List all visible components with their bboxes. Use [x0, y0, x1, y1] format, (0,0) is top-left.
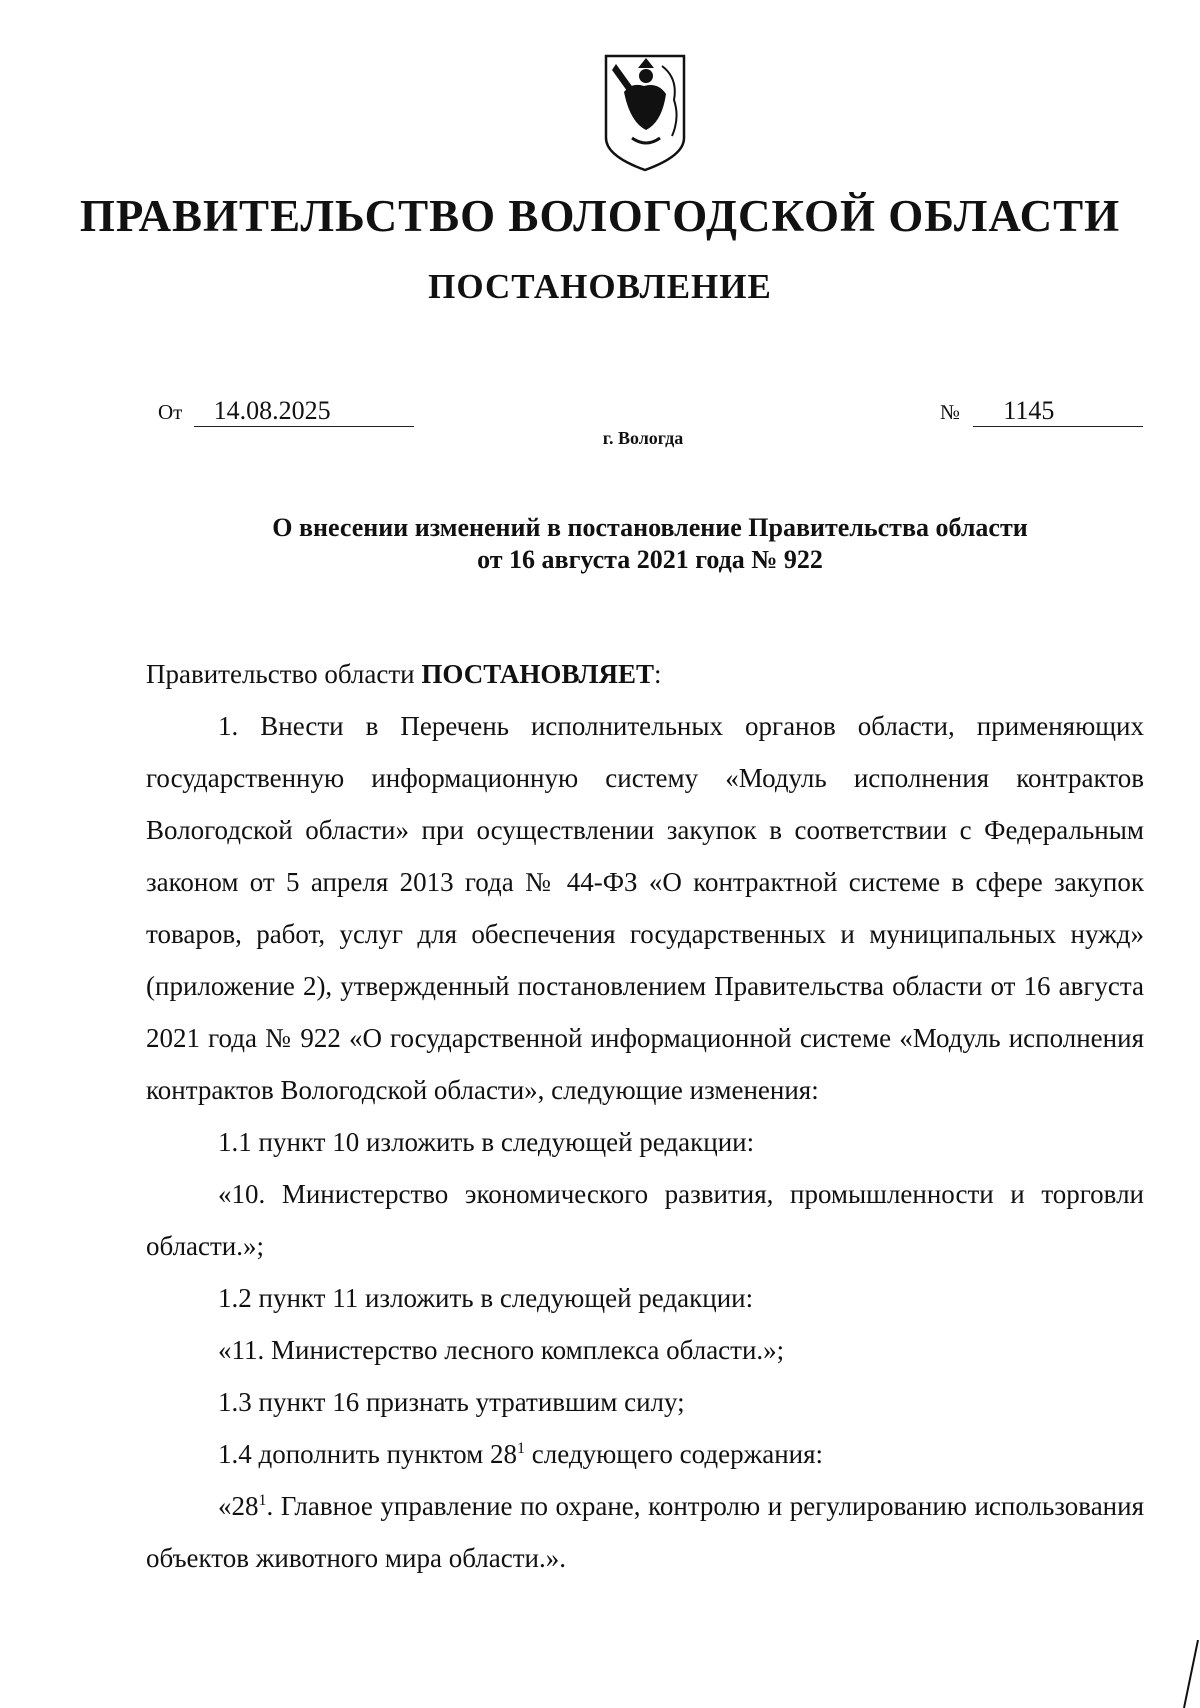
government-name: ПРАВИТЕЛЬСТВО ВОЛОГОДСКОЙ ОБЛАСТИ: [79, 191, 1121, 241]
date-label: От: [158, 400, 183, 424]
p14-text-b: следующего содержания:: [525, 1439, 824, 1469]
paragraph-1-1: 1.1 пункт 10 изложить в следующей редакции:: [218, 1127, 755, 1157]
date-block: [158, 396, 414, 427]
city-label: г. Вологда: [602, 428, 684, 448]
number-label: №: [940, 400, 961, 424]
coat-of-arms-icon: [602, 52, 688, 174]
p14-text-a: 1.4 дополнить пунктом 28: [218, 1439, 517, 1469]
paragraph-1-2: 1.2 пункт 11 изложить в следующей редакции:: [218, 1283, 754, 1313]
number-value: 1145: [973, 396, 1143, 427]
paragraph-1-4: [146, 1428, 1144, 1480]
document-body: [146, 648, 1144, 1584]
paragraph-1-3: 1.3 пункт 16 признать утратившим силу;: [218, 1387, 685, 1417]
document-type: ПОСТАНОВЛЕНИЕ: [428, 267, 772, 306]
document-title: [150, 512, 1150, 576]
title-line-1: О внесении изменений в постановление Правительства области: [272, 513, 1028, 542]
preamble-text: Правительство области: [146, 659, 415, 689]
date-value: 14.08.2025: [194, 396, 414, 427]
paragraph-1-2-text: «11. Министерство лесного комплекса области.»;: [218, 1335, 785, 1365]
preamble: [146, 648, 1144, 700]
title-line-2: от 16 августа 2021 года № 922: [477, 545, 823, 574]
paragraph-1: 1. Внести в Перечень исполнительных органов области, применяющих государственную информационную систему «Модуль исполнения контрактов Вологодской области» при осуществлении закупок в соответствии с Федеральным законом от 5 апреля 2013 года № 44-ФЗ «О контрактной системе в сфере закупок товаров, работ, услуг для обеспечения государственных и муниципальных нужд» (приложение 2), утвержденный постановлением Правительства области от 16 августа 2021 года № 922 «О государственной информационной системе «Модуль исполнения контрактов Вологодской области», следующие изменения:: [146, 711, 1144, 1105]
paragraph-1-4-text: [146, 1480, 1144, 1584]
p14t-sup: 1: [258, 1492, 267, 1509]
preamble-colon: :: [653, 659, 662, 689]
preamble-bold: ПОСТАНОВЛЯЕТ: [421, 659, 654, 689]
p14t-text-a: «28: [218, 1491, 259, 1521]
scan-edge-mark: [1180, 1640, 1200, 1708]
paragraph-1-1-text: «10. Министерство экономического развития, промышленности и торговли области.»;: [146, 1179, 1144, 1261]
p14-sup: 1: [517, 1440, 525, 1457]
number-block: [940, 396, 1143, 427]
p14t-text-b: . Главное управление по охране, контролю и регулированию использования объектов животного мира области.».: [146, 1491, 1144, 1573]
